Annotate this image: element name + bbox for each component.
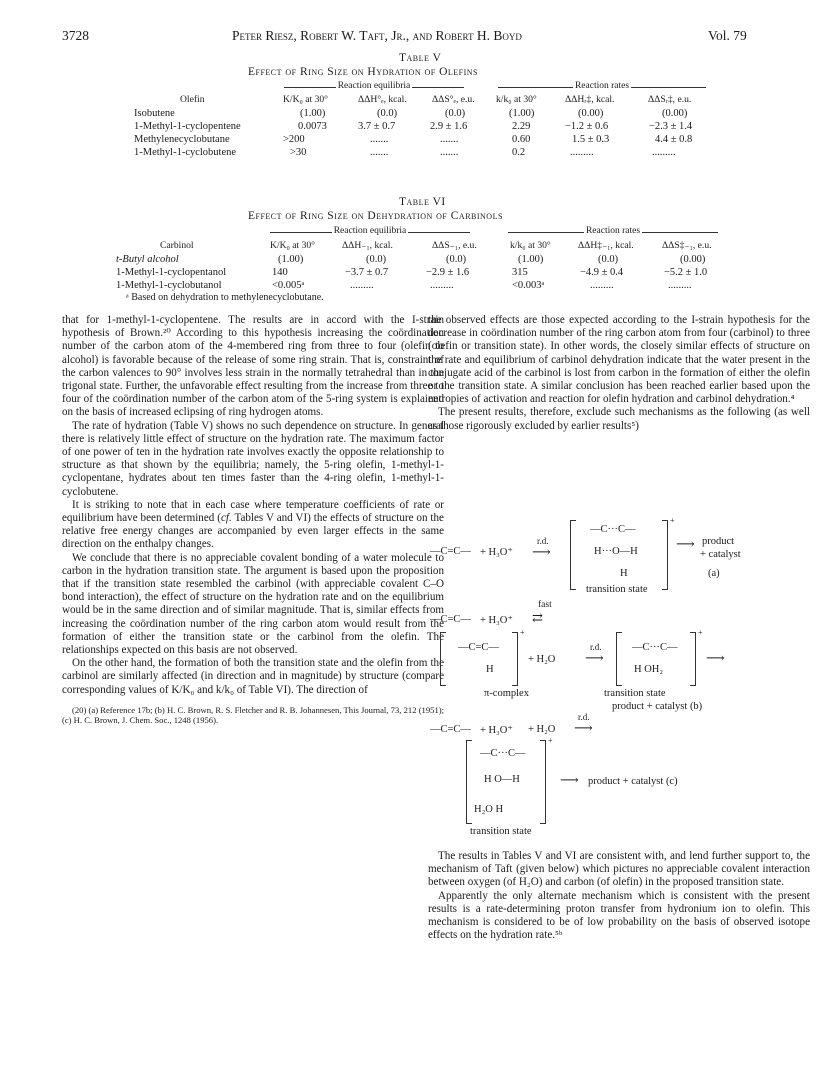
table6-group-rates: Reaction rates: [508, 232, 718, 243]
table6-header-cell: ΔΔH₋₁, kcal.: [342, 240, 393, 251]
table-cell: (1.00): [509, 108, 535, 119]
ts-atoms: —C···C—: [480, 748, 526, 759]
table5-title: Effect of Ring Size on Hydration of Olefins: [248, 66, 478, 78]
equilibrium-arrow-icon: ⇄: [532, 610, 543, 625]
footnote-20: (20) (a) Reference 17b; (b) H. C. Brown, R. S. Fletcher and R. B. Johannesen, This Journal, 73, 212 (1951); (c) H. C. Brown, J. Chem. Soc., 1248 (1956).: [62, 704, 444, 726]
scheme-label-a: (a): [708, 568, 720, 579]
table6-label: Table VI: [399, 196, 446, 208]
table-cell: Isobutene: [134, 108, 175, 119]
table-cell: 0.2: [512, 147, 526, 158]
table-cell: −3.7 ± 0.7: [345, 267, 389, 278]
bracket-right: [512, 632, 518, 686]
pi-complex-atoms: H: [486, 664, 494, 675]
olefin-formula: —C=C—: [430, 724, 471, 735]
table5-header-cell: ΔΔHᵣ‡, kcal.: [565, 94, 615, 105]
paragraph-text: It is striking to note that in each case where temperature coefficients of rate or equilibrium have been determined (: [62, 498, 444, 525]
right-column-bottom: [428, 850, 810, 942]
table5-header-cell: Olefin: [180, 94, 205, 105]
table-cell: 1-Methyl-1-cyclopentanol: [116, 267, 227, 278]
product-catalyst-c: product + catalyst (c): [588, 776, 678, 787]
paragraph: On the other hand, the formation of both the transition state and the olefin from the carbinol are similarly affected (in direction and in magnitude) by structure (compare corresponding values of K/K₀ and k/k₀ of Table VI). The direction of: [62, 657, 444, 696]
table-cell: .........: [652, 147, 676, 158]
paragraph-text: cf.: [220, 512, 232, 525]
charge-plus: +: [698, 628, 703, 637]
bracket-left: [616, 632, 622, 686]
ts-atoms: H···O—H: [594, 546, 638, 557]
charge-plus: +: [520, 628, 525, 637]
table6-header-cell: ΔΔS₋₁, e.u.: [432, 240, 477, 251]
table6-footnote: ᵃ Based on dehydration to methylenecyclobutane.: [126, 292, 324, 303]
table-cell: .........: [430, 280, 454, 291]
ts-atoms: H OH₂: [634, 664, 664, 675]
bracket-left: [570, 520, 576, 590]
table-cell: −2.3 ± 1.4: [649, 121, 693, 132]
arrow-icon: ⟶: [532, 544, 551, 559]
ts-atoms: H₂O H: [474, 804, 504, 815]
paragraph-text: Tables V and VI) the effects of structure on the relative free energy changes are accompanied by even larger effects in the same direction on the enthalpy changes.: [62, 512, 444, 551]
paragraph: We conclude that there is no appreciable covalent bonding of a water molecule to carbon in the hydration transition state. The argument is based upon the proposition that if the transition state resembled the carbinol (with appreciable covalent C–O bond interaction), the effect of structure on the hydration rate and on the equilibrium would be in the same direction and of similar magnitude. That is, similar effects from increasing the coördination number of the ring carbon atom would result from the formation of either the transition state or the carbinol from the olefin. The relationships expected on this basis are not observed.: [62, 551, 444, 657]
paragraph: The present results, therefore, exclude such mechanisms as the following (as well as those rigorously excluded by earlier results⁵): [428, 406, 810, 432]
product-label: product: [702, 536, 735, 547]
table-cell: t-Butyl alcohol: [116, 254, 179, 265]
table-cell: .........: [350, 280, 374, 291]
table6: [0, 240, 827, 300]
table5-header-cell: k/k₀ at 30°: [496, 94, 537, 105]
table-cell: (1.00): [300, 108, 326, 119]
table5-header-cell: K/K₀ at 30°: [283, 94, 329, 105]
paragraph: The rate of hydration (Table V) shows no such dependence on structure. In general there is relatively little effect of structure on the hydration rate. The maximum factor of one power of ten in the hydration rate involves exactly the opposite relationship to structure as that shown by the equilibria; namely, the 5-ring olefin, 1-methyl-1-cyclopentane, hydrates about ten times faster than the 4-ring olefin, 1-methyl-1-cyclobutene.: [62, 419, 444, 498]
table-cell: 0.60: [512, 134, 531, 145]
table-cell: −5.2 ± 1.0: [664, 267, 708, 278]
arrow-icon: ⟶: [706, 650, 725, 665]
table-cell: 2.29: [512, 121, 531, 132]
transition-state-label: transition state: [586, 584, 648, 595]
charge-plus: +: [670, 516, 675, 525]
table-cell: .......: [370, 134, 389, 145]
table6-header-cell: ΔΔS‡₋₁, e.u.: [662, 240, 712, 251]
table-cell: 1-Methyl-1-cyclobutene: [134, 147, 237, 158]
arrow-icon: ⟶: [585, 650, 604, 665]
page-number: 3728: [62, 28, 89, 43]
table6-header-cell: K/K₀ at 30°: [270, 240, 316, 251]
bracket-right: [690, 632, 696, 686]
table6-header-cell: ΔΔH‡₋₁, kcal.: [578, 240, 634, 251]
ts-atoms: H O—H: [484, 774, 520, 785]
table-cell: 1-Methyl-1-cyclobutanol: [116, 280, 222, 291]
table6-header-cell: Carbinol: [160, 240, 194, 251]
table-cell: (0.0): [366, 254, 387, 265]
table5-group-equilibria: Reaction equilibria: [284, 87, 464, 98]
arrow-icon: ⟶: [574, 720, 593, 735]
table-cell: .........: [668, 280, 692, 291]
paragraph: the observed effects are those expected according to the I-strain hypothesis for the decrease in coördination number of the ring carbon atom from four (carbinol) to three (olefin or transition state). In other words, the closely similar effects of structure on the rate and equilibrium of carbinol dehydration indicate that the water present in the conjugate acid of the carbinol is lost from carbon in the formation of either the olefin or the transition state. A similar conclusion has been reached earlier based upon the entropies of activation and reaction for olefin hydration and carbinol dehydration.⁴: [428, 314, 810, 406]
rd-label: r.d.: [578, 712, 590, 722]
table-cell: (0.00): [662, 108, 688, 119]
table-cell: −1.2 ± 0.6: [565, 121, 609, 132]
table6-group-equilibria: Reaction equilibria: [270, 232, 470, 243]
table5-header-cell: ΔΔS°ₑ, e.u.: [432, 94, 475, 105]
table-cell: 2.9 ± 1.6: [430, 121, 468, 132]
running-header-authors: Peter Riesz, Robert W. Taft, Jr., and Robert H. Boyd: [232, 28, 522, 43]
bracket-left: [440, 632, 446, 686]
table-cell: 1.5 ± 0.3: [572, 134, 610, 145]
olefin-formula: —C=C—: [430, 546, 471, 557]
table-cell: (1.00): [518, 254, 544, 265]
table-cell: .......: [370, 147, 389, 158]
table-cell: 1-Methyl-1-cyclopentene: [134, 121, 241, 132]
reagent: + H₃O⁺: [480, 615, 513, 626]
table-cell: (0.0): [377, 108, 398, 119]
paragraph: Apparently the only alternate mechanism which is consistent with the present results is a rate-determining proton transfer from hydronium ion to olefin. This mechanism is considered to be of low probability on the basis of observed isotope effects on the hydration rate.⁵ᵇ: [428, 889, 810, 942]
table5: [0, 94, 827, 184]
rd-label: r.d.: [590, 642, 602, 652]
arrow-icon: ⟶: [560, 772, 579, 787]
table-cell: 4.4 ± 0.8: [655, 134, 693, 145]
transition-state-label: transition state: [470, 826, 532, 837]
table-cell: .........: [590, 280, 614, 291]
catalyst-label: + catalyst: [700, 549, 741, 560]
ts-atoms: —C···C—: [632, 642, 678, 653]
bracket-right: [540, 740, 546, 824]
charge-plus: +: [548, 736, 553, 745]
fast-label: fast: [538, 600, 552, 610]
table-cell: >200: [283, 134, 305, 145]
table-cell: <0.005ᵃ: [272, 280, 305, 291]
reagent: + H₂O: [528, 724, 556, 735]
table-cell: 3.7 ± 0.7: [358, 121, 396, 132]
product-catalyst-b: product + catalyst (b): [612, 701, 703, 712]
transition-state-label: transition state: [604, 688, 666, 699]
ts-atoms: H: [620, 568, 628, 579]
bracket-left: [466, 740, 472, 824]
olefin-formula: —C=C—: [430, 614, 471, 625]
table-cell: .......: [440, 147, 459, 158]
table5-header-cell: ΔΔH°ₑ, kcal.: [358, 94, 407, 105]
table6-title: Effect of Ring Size on Dehydration of Carbinols: [248, 210, 503, 222]
pi-complex-atoms: —C=C—: [458, 642, 499, 653]
table-cell: (0.00): [680, 254, 706, 265]
rd-label: r.d.: [537, 536, 549, 546]
pi-complex-label: π-complex: [484, 688, 529, 699]
table-cell: −2.9 ± 1.6: [426, 267, 470, 278]
reagent: + H₃O⁺: [480, 547, 513, 558]
reagent: + H₃O⁺: [480, 725, 513, 736]
arrow-icon: ⟶: [676, 536, 695, 551]
paragraph: The results in Tables V and VI are consistent with, and lend further support to, the mechanism of Taft (given below) which pictures no appreciable covalent interaction between oxygen (of H₂O) and carbon (of olefin) in the proposed transition state.: [428, 850, 810, 889]
left-column: [62, 314, 444, 726]
table-cell: 0.0073: [298, 121, 327, 132]
table-cell: .........: [570, 147, 594, 158]
table-cell: 140: [272, 267, 288, 278]
reagent: + H₂O: [528, 654, 556, 665]
table-cell: Methylenecyclobutane: [134, 134, 230, 145]
table5-header-cell: ΔΔSᵣ‡, e.u.: [648, 94, 692, 105]
paragraph: that for 1-methyl-1-cyclopentene. The results are in accord with the I-strain hypothesis of Brown.²⁰ According to this hypothesis increasing the coördination number of the carbon atom of the 4-membered ring from three to four (olefin to alcohol) is favorable because of the release of some ring strain. That is, constraint of the carbon valences to 90° involves less strain in the normally tetrahedral than in the trigonal state. Further, the unfavorable effect resulting from the increase from three to four of the coördination number of the carbon atom of the 5-ring system is explained on the basis of increased eclipsing of ring hydrogen atoms.: [62, 314, 444, 419]
bracket-right: [662, 520, 668, 590]
table-cell: (0.0): [445, 108, 466, 119]
ts-atoms: —C···C—: [590, 524, 636, 535]
volume-label: Vol. 79: [708, 28, 747, 43]
right-column-top: [428, 314, 810, 433]
table-cell: −4.9 ± 0.4: [580, 267, 624, 278]
table-cell: 315: [512, 267, 528, 278]
table-cell: (0.00): [578, 108, 604, 119]
table-cell: .......: [440, 134, 459, 145]
table-cell: >30: [290, 147, 307, 158]
paragraph: [62, 499, 444, 552]
table-cell: (0.0): [598, 254, 619, 265]
table-cell: (0.0): [446, 254, 467, 265]
table5-label: Table V: [399, 52, 442, 64]
table-cell: (1.00): [278, 254, 304, 265]
table6-header-cell: k/k₀ at 30°: [510, 240, 551, 251]
table5-group-rates: Reaction rates: [498, 87, 706, 98]
table-cell: <0.003ᵃ: [512, 280, 545, 291]
